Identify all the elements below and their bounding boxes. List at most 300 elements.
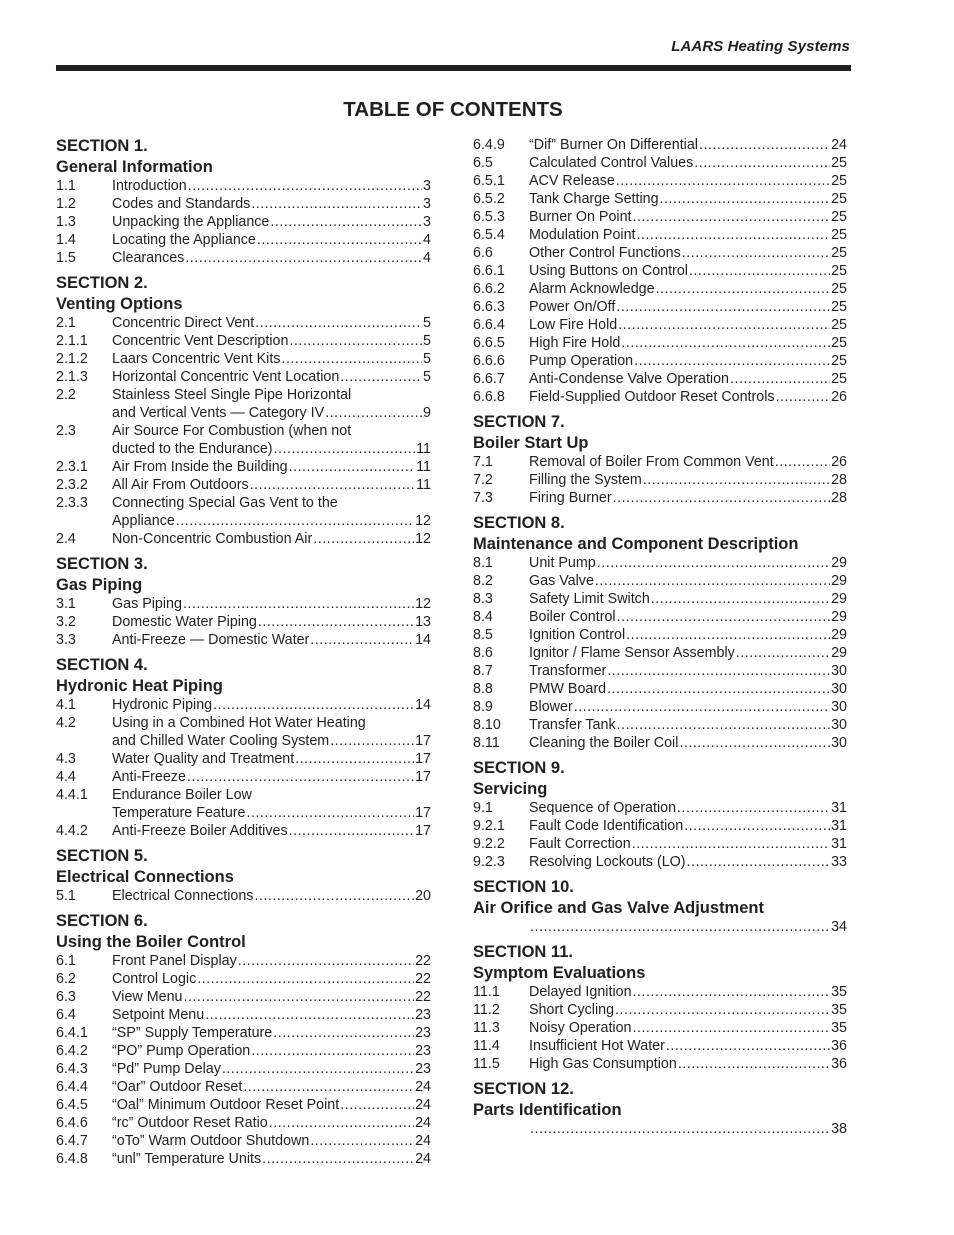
page-number: 35 bbox=[831, 1002, 847, 1018]
entry-text bbox=[529, 298, 847, 316]
entry-leader-line bbox=[529, 334, 847, 352]
dot-leader bbox=[615, 1001, 830, 1019]
entry-number: 7.1 bbox=[473, 454, 493, 470]
section-title: Boiler Start Up bbox=[473, 433, 589, 452]
entry-number: 2.3.3 bbox=[56, 495, 88, 511]
entry-label: “Oal” Minimum Outdoor Reset Point bbox=[112, 1097, 340, 1113]
page-number: 25 bbox=[831, 335, 847, 351]
entry-leader-line bbox=[112, 1078, 431, 1096]
toc-entry[interactable] bbox=[473, 608, 847, 626]
entry-label: Locating the Appliance bbox=[112, 232, 256, 248]
entry-number: 6.2 bbox=[56, 971, 76, 987]
dot-leader bbox=[340, 368, 422, 386]
entry-number: 3.2 bbox=[56, 614, 76, 630]
toc-entry[interactable] bbox=[56, 595, 431, 613]
page-number: 30 bbox=[831, 735, 847, 751]
entry-text bbox=[529, 1055, 847, 1073]
entry-text bbox=[112, 368, 431, 386]
entry-number: 6.6.2 bbox=[473, 281, 505, 297]
toc-entry[interactable] bbox=[473, 983, 847, 1001]
entry-leader-line bbox=[529, 853, 847, 871]
toc-entry[interactable] bbox=[56, 786, 431, 822]
toc-entry[interactable] bbox=[56, 1150, 431, 1168]
toc-entry[interactable] bbox=[473, 388, 847, 406]
toc-entry[interactable] bbox=[473, 471, 847, 489]
toc-entry[interactable] bbox=[473, 918, 847, 936]
page-number: 11 bbox=[416, 441, 431, 457]
toc-entry[interactable] bbox=[473, 572, 847, 590]
toc-entry[interactable] bbox=[56, 750, 431, 768]
page-title: TABLE OF CONTENTS bbox=[343, 98, 563, 121]
toc-entry[interactable] bbox=[473, 799, 847, 817]
entry-label: Control Logic bbox=[112, 971, 197, 987]
toc-entry[interactable] bbox=[56, 1024, 431, 1042]
entry-leader-line bbox=[112, 1132, 431, 1150]
toc-entry[interactable] bbox=[473, 208, 847, 226]
entry-text bbox=[529, 262, 847, 280]
entry-label: Fault Code Identification bbox=[529, 818, 684, 834]
entry-leader-line bbox=[529, 680, 847, 698]
toc-entry[interactable] bbox=[56, 231, 431, 249]
section-title: Hydronic Heat Piping bbox=[56, 676, 223, 695]
page-number: 23 bbox=[415, 1061, 431, 1077]
page-number: 5 bbox=[423, 351, 431, 367]
toc-entry[interactable] bbox=[473, 262, 847, 280]
page-number: 28 bbox=[831, 490, 847, 506]
entry-number: 2.3.1 bbox=[56, 459, 88, 475]
page-number: 11 bbox=[416, 477, 431, 493]
entry-label: Temperature Feature bbox=[112, 805, 246, 821]
toc-entry[interactable] bbox=[56, 613, 431, 631]
entry-label: Non-Concentric Combustion Air bbox=[112, 531, 313, 547]
toc-entry[interactable] bbox=[473, 334, 847, 352]
entry-text bbox=[529, 388, 847, 406]
entry-text bbox=[112, 595, 431, 613]
section-title: Servicing bbox=[473, 779, 548, 798]
entry-text bbox=[529, 316, 847, 334]
section-title: Gas Piping bbox=[56, 575, 143, 594]
entry-text bbox=[112, 530, 431, 548]
entry-number: 8.11 bbox=[473, 735, 500, 751]
entry-text bbox=[112, 1132, 431, 1150]
dot-leader bbox=[213, 696, 414, 714]
toc-entry[interactable] bbox=[473, 716, 847, 734]
entry-leader-line bbox=[529, 298, 847, 316]
toc-entry[interactable] bbox=[473, 554, 847, 572]
page-number: 23 bbox=[415, 1007, 431, 1023]
entry-label: Blower bbox=[529, 699, 573, 715]
toc-entry[interactable] bbox=[56, 1006, 431, 1024]
entry-number: 6.5.1 bbox=[473, 173, 505, 189]
dot-leader bbox=[651, 590, 830, 608]
dot-leader bbox=[243, 1078, 414, 1096]
dot-leader bbox=[530, 918, 830, 936]
toc-entry[interactable] bbox=[56, 1078, 431, 1096]
toc-entry[interactable] bbox=[473, 1055, 847, 1073]
page-number: 25 bbox=[831, 353, 847, 369]
entry-label: Safety Limit Switch bbox=[529, 591, 650, 607]
section-title: Electrical Connections bbox=[56, 867, 234, 886]
toc-entry[interactable] bbox=[473, 835, 847, 853]
page-number: 31 bbox=[831, 818, 847, 834]
toc-entry[interactable] bbox=[56, 476, 431, 494]
dot-leader bbox=[616, 298, 830, 316]
entry-number: 8.8 bbox=[473, 681, 493, 697]
entry-number: 8.10 bbox=[473, 717, 501, 733]
toc-entry[interactable] bbox=[56, 1060, 431, 1078]
toc-entry[interactable] bbox=[473, 662, 847, 680]
entry-leader-line bbox=[529, 918, 847, 936]
page-number: 20 bbox=[415, 888, 431, 904]
entry-label: Anti-Freeze — Domestic Water bbox=[112, 632, 310, 648]
toc-entry[interactable] bbox=[473, 626, 847, 644]
entry-text bbox=[529, 644, 847, 662]
dot-leader bbox=[637, 226, 831, 244]
toc-entry[interactable] bbox=[56, 249, 431, 267]
page-number: 36 bbox=[831, 1056, 847, 1072]
entry-leader-line bbox=[529, 172, 847, 190]
dot-leader bbox=[689, 262, 830, 280]
page-number: 17 bbox=[415, 751, 431, 767]
entry-leader-line bbox=[529, 698, 847, 716]
entry-text bbox=[529, 370, 847, 388]
dot-leader bbox=[269, 1114, 414, 1132]
section-number: SECTION 9. bbox=[473, 759, 565, 777]
entry-label: “SP” Supply Temperature bbox=[112, 1025, 273, 1041]
toc-entry[interactable] bbox=[473, 280, 847, 298]
entry-number: 6.4.7 bbox=[56, 1133, 88, 1149]
toc-entry[interactable] bbox=[473, 1001, 847, 1019]
toc-entry[interactable] bbox=[56, 530, 431, 548]
dot-leader bbox=[634, 352, 830, 370]
dot-leader bbox=[607, 680, 830, 698]
toc-section bbox=[473, 942, 847, 1073]
toc-entry[interactable] bbox=[56, 970, 431, 988]
entry-leader-line bbox=[529, 471, 847, 489]
section-number: SECTION 3. bbox=[56, 555, 148, 573]
entry-text bbox=[529, 453, 847, 471]
dot-leader bbox=[274, 440, 416, 458]
entry-number: 6.4.3 bbox=[56, 1061, 88, 1077]
entry-label: Other Control Functions bbox=[529, 245, 681, 261]
page-number: 12 bbox=[415, 531, 431, 547]
section-title: Air Orifice and Gas Valve Adjustment bbox=[473, 898, 764, 917]
page-number: 25 bbox=[831, 371, 847, 387]
toc-entry[interactable] bbox=[473, 226, 847, 244]
section-number: SECTION 2. bbox=[56, 274, 148, 292]
dot-leader bbox=[183, 988, 414, 1006]
entry-leader-line bbox=[112, 1006, 431, 1024]
toc-entry[interactable] bbox=[473, 1120, 847, 1138]
entry-text bbox=[529, 352, 847, 370]
page-number: 23 bbox=[415, 1043, 431, 1059]
page-number: 25 bbox=[831, 191, 847, 207]
toc-entry[interactable] bbox=[473, 1019, 847, 1037]
toc-entry[interactable] bbox=[56, 494, 431, 530]
toc-entry[interactable] bbox=[56, 952, 431, 970]
entry-text bbox=[112, 786, 431, 822]
entry-leader-line bbox=[112, 750, 431, 768]
toc-entry[interactable] bbox=[473, 370, 847, 388]
entry-label: Resolving Lockouts (LO) bbox=[529, 854, 686, 870]
entry-leader-line bbox=[529, 572, 847, 590]
page-number: 17 bbox=[415, 733, 431, 749]
toc-entry[interactable] bbox=[473, 590, 847, 608]
entry-leader-line bbox=[529, 1019, 847, 1037]
entry-leader-line bbox=[112, 332, 431, 350]
dot-leader bbox=[677, 799, 830, 817]
entry-leader-line bbox=[112, 595, 431, 613]
entry-label: Gas Valve bbox=[529, 573, 594, 589]
page-number: 25 bbox=[831, 263, 847, 279]
toc-entry[interactable] bbox=[56, 768, 431, 786]
entry-number: 11.2 bbox=[473, 1002, 500, 1018]
toc-entry[interactable] bbox=[56, 422, 431, 458]
toc-entry[interactable] bbox=[56, 177, 431, 195]
entry-leader-line bbox=[112, 249, 431, 267]
entry-leader-line bbox=[112, 1096, 431, 1114]
entry-label: Noisy Operation bbox=[529, 1020, 632, 1036]
page-number: 3 bbox=[423, 214, 431, 230]
dot-leader bbox=[262, 1150, 414, 1168]
entry-leader-line bbox=[112, 970, 431, 988]
entry-number: 4.2 bbox=[56, 715, 76, 731]
toc-entry[interactable] bbox=[56, 988, 431, 1006]
entry-text bbox=[112, 822, 431, 840]
toc-entry[interactable] bbox=[473, 698, 847, 716]
toc-entry[interactable] bbox=[56, 213, 431, 231]
page-number: 25 bbox=[831, 209, 847, 225]
entry-text bbox=[529, 853, 847, 871]
page-number: 14 bbox=[415, 632, 431, 648]
toc-entry[interactable] bbox=[56, 386, 431, 422]
page-number: 31 bbox=[831, 836, 847, 852]
entry-number: 1.3 bbox=[56, 214, 76, 230]
entry-leader-line bbox=[529, 716, 847, 734]
entry-number: 2.3 bbox=[56, 423, 76, 439]
entry-label: “oTo” Warm Outdoor Shutdown bbox=[112, 1133, 310, 1149]
toc-entry[interactable] bbox=[473, 853, 847, 871]
entry-number: 8.3 bbox=[473, 591, 493, 607]
dot-leader bbox=[607, 662, 830, 680]
entry-label: Concentric Vent Description bbox=[112, 333, 289, 349]
toc-entry[interactable] bbox=[473, 298, 847, 316]
dot-leader bbox=[340, 1096, 414, 1114]
entry-leader-line bbox=[529, 817, 847, 835]
entry-leader-line bbox=[529, 352, 847, 370]
dot-leader bbox=[617, 608, 830, 626]
entry-label: Filling the System bbox=[529, 472, 642, 488]
page-number: 11 bbox=[416, 459, 431, 475]
toc-entry[interactable] bbox=[56, 350, 431, 368]
entry-text bbox=[112, 350, 431, 368]
toc-entry[interactable] bbox=[473, 154, 847, 172]
dot-leader bbox=[310, 631, 414, 649]
brand-header: LAARS Heating Systems bbox=[671, 38, 850, 55]
entry-number: 11.3 bbox=[473, 1020, 500, 1036]
entry-text bbox=[529, 280, 847, 298]
page-number: 25 bbox=[831, 155, 847, 171]
entry-label: Low Fire Hold bbox=[529, 317, 618, 333]
entry-leader-line bbox=[529, 662, 847, 680]
dot-leader bbox=[682, 244, 830, 262]
page-number: 5 bbox=[423, 369, 431, 385]
entry-leader-line bbox=[112, 804, 431, 822]
entry-leader-line bbox=[529, 734, 847, 752]
entry-leader-line bbox=[529, 1001, 847, 1019]
toc-section bbox=[56, 136, 431, 267]
dot-leader bbox=[595, 572, 830, 590]
entry-number: 9.2.1 bbox=[473, 818, 505, 834]
toc-entry[interactable] bbox=[473, 489, 847, 507]
entry-leader-line bbox=[112, 696, 431, 714]
toc-entry[interactable] bbox=[473, 136, 847, 154]
toc-entry[interactable] bbox=[56, 631, 431, 649]
page-number: 34 bbox=[831, 919, 847, 935]
toc-entry[interactable] bbox=[56, 696, 431, 714]
entry-text bbox=[112, 476, 431, 494]
toc-entry[interactable] bbox=[56, 195, 431, 213]
page-number: 31 bbox=[831, 800, 847, 816]
toc-entry[interactable] bbox=[473, 352, 847, 370]
entry-label: Short Cycling bbox=[529, 1002, 615, 1018]
page-number: 30 bbox=[831, 717, 847, 733]
entry-label: Boiler Control bbox=[529, 609, 616, 625]
entry-text bbox=[529, 572, 847, 590]
entry-label: Codes and Standards bbox=[112, 196, 251, 212]
entry-text bbox=[112, 213, 431, 231]
entry-number: 1.4 bbox=[56, 232, 76, 248]
entry-leader-line bbox=[112, 404, 431, 422]
entry-text-line: Using in a Combined Hot Water Heating bbox=[112, 715, 366, 731]
entry-number bbox=[473, 1120, 529, 1138]
entry-leader-line bbox=[529, 626, 847, 644]
dot-leader bbox=[295, 750, 414, 768]
toc-entry[interactable] bbox=[473, 244, 847, 262]
dot-leader bbox=[325, 404, 422, 422]
toc-entry[interactable] bbox=[56, 1096, 431, 1114]
toc-entry[interactable] bbox=[473, 680, 847, 698]
page-number: 29 bbox=[831, 573, 847, 589]
entry-leader-line bbox=[112, 231, 431, 249]
entry-leader-line bbox=[529, 983, 847, 1001]
entry-number: 6.4.9 bbox=[473, 137, 505, 153]
toc-entry[interactable] bbox=[56, 714, 431, 750]
dot-leader bbox=[289, 458, 416, 476]
toc-entry[interactable] bbox=[56, 822, 431, 840]
entry-number: 7.2 bbox=[473, 472, 493, 488]
toc-entry[interactable] bbox=[473, 644, 847, 662]
entry-label: Front Panel Display bbox=[112, 953, 237, 969]
page-number: 25 bbox=[831, 245, 847, 261]
entry-leader-line bbox=[529, 316, 847, 334]
entry-leader-line bbox=[112, 613, 431, 631]
toc-entry[interactable] bbox=[473, 817, 847, 835]
page-number: 22 bbox=[415, 953, 431, 969]
dot-leader bbox=[250, 476, 416, 494]
dot-leader bbox=[656, 280, 831, 298]
toc-entry[interactable] bbox=[56, 332, 431, 350]
dot-leader bbox=[613, 489, 830, 507]
toc-entry[interactable] bbox=[473, 734, 847, 752]
page-number: 22 bbox=[415, 971, 431, 987]
entry-text bbox=[112, 714, 431, 750]
header-rule bbox=[56, 65, 851, 71]
entry-text bbox=[112, 1078, 431, 1096]
page-number: 13 bbox=[415, 614, 431, 630]
section-number: SECTION 7. bbox=[473, 413, 565, 431]
entry-text bbox=[112, 768, 431, 786]
entry-number: 8.6 bbox=[473, 645, 493, 661]
entry-text bbox=[529, 817, 847, 835]
page-number: 12 bbox=[415, 513, 431, 529]
toc-entry[interactable] bbox=[473, 1037, 847, 1055]
entry-text bbox=[112, 458, 431, 476]
page-number: 25 bbox=[831, 299, 847, 315]
toc-entry[interactable] bbox=[56, 1114, 431, 1132]
entry-label: “PO” Pump Operation bbox=[112, 1043, 251, 1059]
toc-entry[interactable] bbox=[56, 368, 431, 386]
page-number: 29 bbox=[831, 645, 847, 661]
toc-entry[interactable] bbox=[56, 1042, 431, 1060]
entry-text bbox=[112, 1024, 431, 1042]
entry-label: Alarm Acknowledge bbox=[529, 281, 655, 297]
entry-number: 6.6.7 bbox=[473, 371, 505, 387]
entry-label: Pump Operation bbox=[529, 353, 634, 369]
entry-number: 6.6.1 bbox=[473, 263, 505, 279]
entry-text bbox=[112, 970, 431, 988]
toc-entry[interactable] bbox=[473, 172, 847, 190]
entry-label: All Air From Outdoors bbox=[112, 477, 249, 493]
toc-entry[interactable] bbox=[56, 314, 431, 332]
entry-leader-line bbox=[112, 213, 431, 231]
entry-label: Transfer Tank bbox=[529, 717, 616, 733]
entry-leader-line bbox=[112, 768, 431, 786]
toc-entry[interactable] bbox=[56, 458, 431, 476]
section-number: SECTION 12. bbox=[473, 1080, 574, 1098]
entry-leader-line bbox=[112, 368, 431, 386]
toc-entry[interactable] bbox=[473, 316, 847, 334]
section-title: Symptom Evaluations bbox=[473, 963, 646, 982]
entry-number: 5.1 bbox=[56, 888, 76, 904]
entry-text bbox=[112, 494, 431, 530]
page-number: 33 bbox=[831, 854, 847, 870]
dot-leader bbox=[730, 370, 830, 388]
toc-entry[interactable] bbox=[56, 887, 431, 905]
entry-label: Anti-Freeze bbox=[112, 769, 186, 785]
toc-entry[interactable] bbox=[473, 190, 847, 208]
page-number: 25 bbox=[831, 227, 847, 243]
page-number: 4 bbox=[423, 250, 431, 266]
toc-entry[interactable] bbox=[473, 453, 847, 471]
dot-leader bbox=[187, 768, 414, 786]
entry-label: Firing Burner bbox=[529, 490, 612, 506]
entry-number: 2.1.3 bbox=[56, 369, 88, 385]
entry-text bbox=[112, 177, 431, 195]
dot-leader bbox=[251, 1042, 414, 1060]
dot-leader bbox=[222, 1060, 414, 1078]
entry-number: 6.6.4 bbox=[473, 317, 505, 333]
entry-leader-line bbox=[112, 1060, 431, 1078]
entry-label: and Chilled Water Cooling System bbox=[112, 733, 330, 749]
entry-label: Burner On Point bbox=[529, 209, 632, 225]
page-number: 24 bbox=[415, 1115, 431, 1131]
toc-entry[interactable] bbox=[56, 1132, 431, 1150]
entry-number: 8.1 bbox=[473, 555, 493, 571]
entry-label: Using Buttons on Control bbox=[529, 263, 688, 279]
entry-leader-line bbox=[529, 1120, 847, 1138]
entry-label: ducted to the Endurance) bbox=[112, 441, 273, 457]
